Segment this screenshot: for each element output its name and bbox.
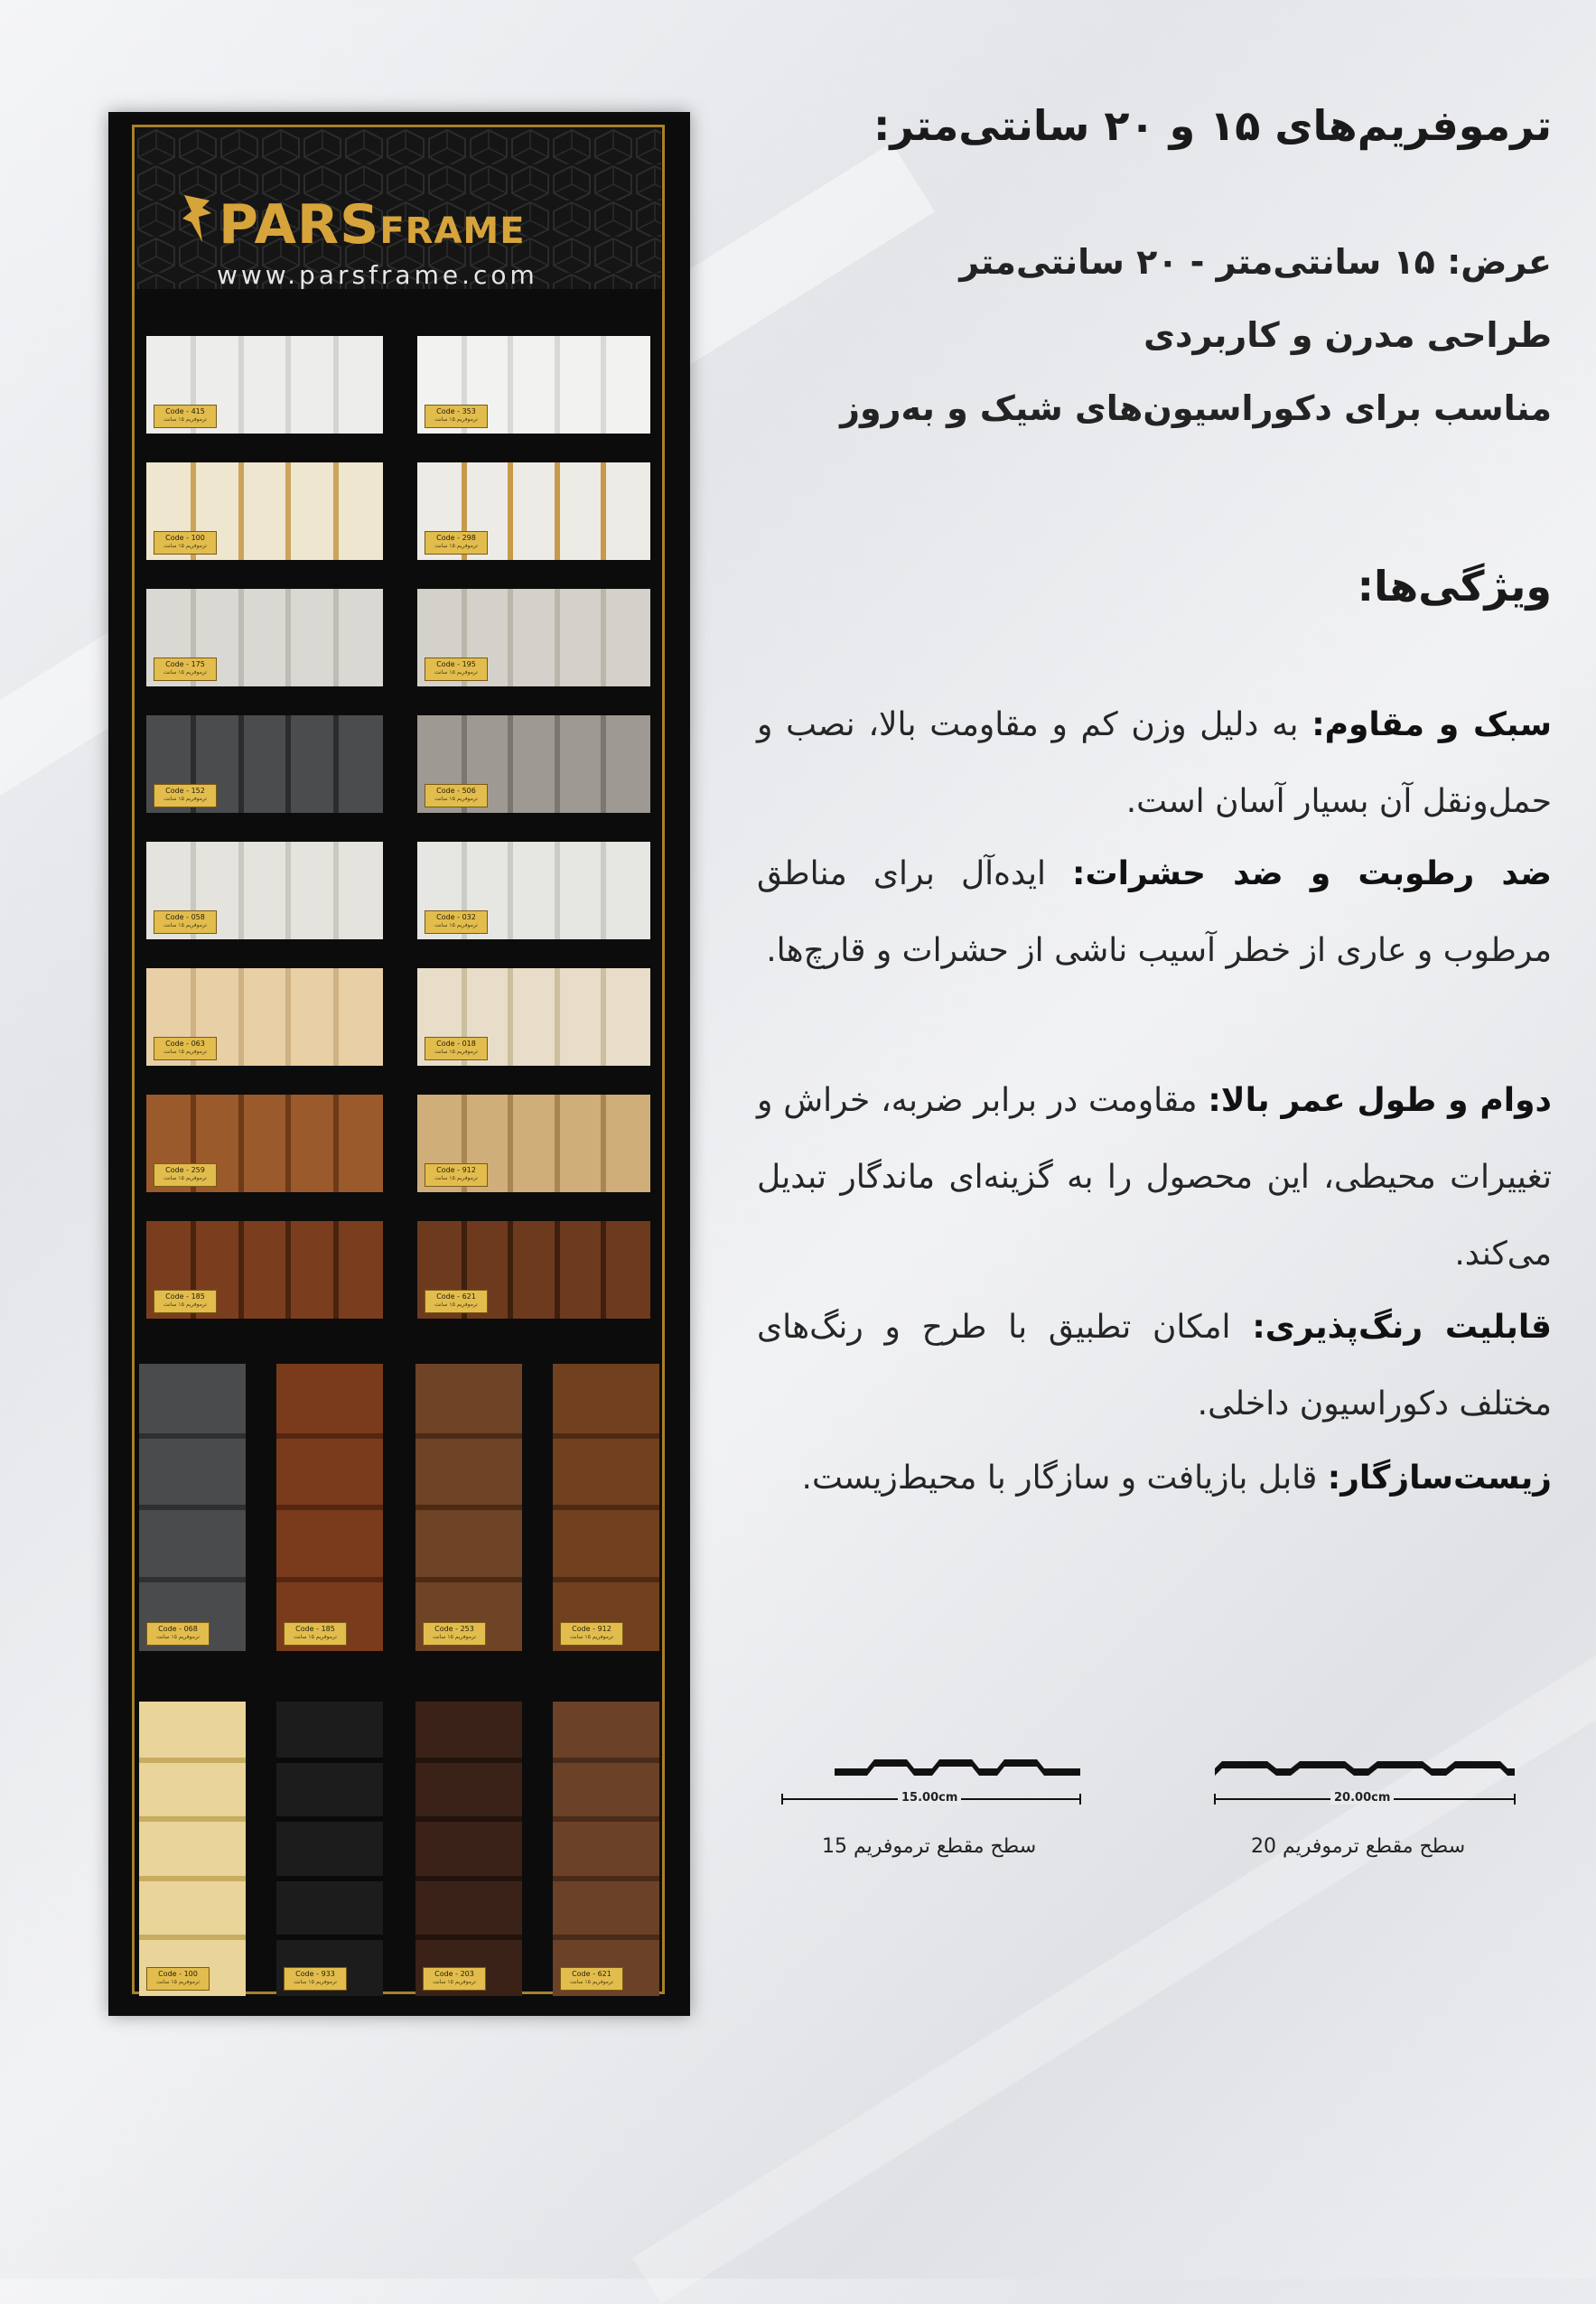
feature-heading: دوام و طول عمر بالا: xyxy=(1208,1082,1552,1119)
logo-pars: PARS xyxy=(219,193,380,257)
panel-texture xyxy=(139,1702,246,1996)
code-tag-subtitle: ترموفریم ۱۵ سانت xyxy=(156,1634,200,1640)
spec-usage: مناسب برای دکوراسیون‌های شیک و به‌روز xyxy=(840,388,1552,428)
code-tag-subtitle: ترموفریم ۱۵ سانت xyxy=(433,1979,476,1985)
feature-text: مقاومت در برابر ضربه، خراش و تغییرات محیطی، این محصول را به گزینه‌ای ماندگار تبدیل می‌کند. xyxy=(757,1082,1552,1273)
code-tag-subtitle: ترموفریم ۱۵ سانت xyxy=(163,543,207,549)
sample-panel xyxy=(146,336,383,434)
sample-panel xyxy=(276,1364,383,1651)
feature-heading: سبک و مقاوم: xyxy=(1311,706,1553,743)
feature-text: امکان تطبیق با طرح و رنگ‌های مختلف دکوراسیون داخلی. xyxy=(757,1309,1552,1423)
feature-heading: قابلیت رنگ‌پذیری: xyxy=(1252,1309,1553,1346)
sample-panel xyxy=(146,1095,383,1192)
sample-panel xyxy=(417,589,650,686)
code-tag: Code - 933 ترموفریم ۱۵ سانت xyxy=(284,1967,347,1991)
profile-diagram-15 xyxy=(780,1750,1087,1858)
sample-panel xyxy=(417,842,650,939)
code-tag-subtitle: ترموفریم ۱۵ سانت xyxy=(163,796,207,802)
brand-website: www.parsframe.com xyxy=(217,260,538,289)
panel-texture xyxy=(415,1702,522,1996)
feature-item xyxy=(757,1062,1552,1292)
code-tag-subtitle: ترموفریم ۱۵ سانت xyxy=(434,796,478,802)
code-tag-subtitle: ترموفریم ۱۵ سانت xyxy=(570,1634,613,1640)
sample-panel xyxy=(146,1221,383,1319)
features-heading: ویژگی‌ها: xyxy=(1357,562,1552,611)
sample-panel xyxy=(146,715,383,813)
code-tag-subtitle: ترموفریم ۱۵ سانت xyxy=(163,1049,207,1055)
code-tag: Code - 100 ترموفریم ۱۵ سانت xyxy=(146,1967,210,1991)
sample-panel xyxy=(146,462,383,560)
code-tag: Code - 063 ترموفریم ۱۵ سانت xyxy=(154,1037,217,1060)
code-tag-subtitle: ترموفریم ۱۵ سانت xyxy=(434,1049,478,1055)
code-tag-subtitle: ترموفریم ۱۵ سانت xyxy=(434,1175,478,1181)
feature-heading: ضد رطوبت و ضد حشرات: xyxy=(1072,855,1552,892)
code-tag: Code - 298 ترموفریم ۱۵ سانت xyxy=(425,531,488,555)
logo-frame: FRAME xyxy=(379,210,526,252)
code-tag: Code - 621 ترموفریم ۱۵ سانت xyxy=(560,1967,623,1991)
sample-panel xyxy=(276,1702,383,1996)
code-tag-subtitle: ترموفریم ۱۵ سانت xyxy=(163,416,207,423)
sample-panel xyxy=(415,1364,522,1651)
profile-20-caption: سطح مقطع ترموفریم 20 xyxy=(1251,1835,1466,1858)
panel-texture xyxy=(276,1364,383,1651)
code-tag-subtitle: ترموفریم ۱۵ سانت xyxy=(294,1979,337,1985)
code-tag: Code - 415 ترموفریم ۱۵ سانت xyxy=(154,405,217,428)
profile-20-dimension: 20.00cm xyxy=(1330,1791,1394,1805)
code-tag: Code - 175 ترموفریم ۱۵ سانت xyxy=(154,658,217,681)
code-tag: Code - 353 ترموفریم ۱۵ سانت xyxy=(425,405,488,428)
sample-panel xyxy=(417,968,650,1066)
panel-texture xyxy=(139,1364,246,1651)
profile-15-caption: سطح مقطع ترموفریم 15 xyxy=(822,1835,1037,1858)
feature-text: ایده‌آل برای مناطق مرطوب و عاری از خطر آسیب ناشی از حشرات و قارچ‌ها. xyxy=(757,855,1552,969)
feature-text: به دلیل وزن کم و مقاومت بالا، نصب و حمل‌ونقل آن بسیار آسان است. xyxy=(757,706,1552,820)
code-tag: Code - 912 ترموفریم ۱۵ سانت xyxy=(425,1163,488,1187)
sample-panel xyxy=(139,1364,246,1651)
code-tag: Code - 253 ترموفریم ۱۵ سانت xyxy=(423,1622,486,1646)
code-tag-subtitle: ترموفریم ۱۵ سانت xyxy=(156,1979,200,1985)
spec-width: عرض: ۱۵ سانتی‌متر - ۲۰ سانتی‌متر xyxy=(959,242,1552,282)
feature-item xyxy=(757,686,1552,840)
product-display-board xyxy=(108,112,690,2016)
code-tag-subtitle: ترموفریم ۱۵ سانت xyxy=(434,416,478,423)
page-title: ترموفریم‌های ۱۵ و ۲۰ سانتی‌متر: xyxy=(873,101,1552,150)
sample-panel xyxy=(417,1095,650,1192)
code-tag-subtitle: ترموفریم ۱۵ سانت xyxy=(163,669,207,676)
feature-item xyxy=(757,1440,1552,1516)
code-tag: Code - 185 ترموفریم ۱۵ سانت xyxy=(154,1290,217,1313)
code-tag: Code - 058 ترموفریم ۱۵ سانت xyxy=(154,910,217,934)
code-tag: Code - 195 ترموفریم ۱۵ سانت xyxy=(425,658,488,681)
sample-panel xyxy=(415,1702,522,1996)
sample-panel xyxy=(146,589,383,686)
profile-diagram-20 xyxy=(1213,1750,1520,1858)
sample-panel xyxy=(553,1702,659,1996)
code-tag: Code - 100 ترموفریم ۱۵ سانت xyxy=(154,531,217,555)
sample-panel xyxy=(146,842,383,939)
code-tag-subtitle: ترموفریم ۱۵ سانت xyxy=(434,922,478,928)
sample-panel xyxy=(139,1702,246,1996)
sample-panel xyxy=(146,968,383,1066)
code-tag-subtitle: ترموفریم ۱۵ سانت xyxy=(163,1301,207,1308)
code-tag: Code - 152 ترموفریم ۱۵ سانت xyxy=(154,784,217,807)
profile-15-dimension: 15.00cm xyxy=(898,1791,961,1805)
code-tag: Code - 203 ترموفریم ۱۵ سانت xyxy=(423,1967,486,1991)
code-tag-subtitle: ترموفریم ۱۵ سانت xyxy=(570,1979,613,1985)
sample-panel xyxy=(417,715,650,813)
background-streak xyxy=(632,1588,1596,2304)
code-tag-subtitle: ترموفریم ۱۵ سانت xyxy=(294,1634,337,1640)
code-tag: Code - 068 ترموفریم ۱۵ سانت xyxy=(146,1622,210,1646)
code-tag-subtitle: ترموفریم ۱۵ سانت xyxy=(163,1175,207,1181)
sample-panel xyxy=(417,462,650,560)
feature-text: قابل بازیافت و سازگار با محیط‌زیست. xyxy=(801,1460,1328,1497)
feature-item xyxy=(757,835,1552,989)
code-tag: Code - 259 ترموفریم ۱۵ سانت xyxy=(154,1163,217,1187)
sample-panel xyxy=(553,1364,659,1651)
code-tag: Code - 018 ترموفریم ۱۵ سانت xyxy=(425,1037,488,1060)
panel-texture xyxy=(553,1702,659,1996)
sample-panel xyxy=(417,336,650,434)
panel-texture xyxy=(276,1702,383,1996)
code-tag: Code - 506 ترموفریم ۱۵ سانت xyxy=(425,784,488,807)
spec-design: طراحی مدرن و کاربردی xyxy=(1143,315,1552,355)
code-tag-subtitle: ترموفریم ۱۵ سانت xyxy=(433,1634,476,1640)
code-tag: Code - 912 ترموفریم ۱۵ سانت xyxy=(560,1622,623,1646)
code-tag-subtitle: ترموفریم ۱۵ سانت xyxy=(434,543,478,549)
code-tag-subtitle: ترموفریم ۱۵ سانت xyxy=(434,1301,478,1308)
feature-item xyxy=(757,1289,1552,1442)
panel-texture xyxy=(553,1364,659,1651)
panel-texture xyxy=(415,1364,522,1651)
code-tag: Code - 185 ترموفریم ۱۵ سانت xyxy=(284,1622,347,1646)
code-tag-subtitle: ترموفریم ۱۵ سانت xyxy=(434,669,478,676)
code-tag-subtitle: ترموفریم ۱۵ سانت xyxy=(163,922,207,928)
code-tag: Code - 621 ترموفریم ۱۵ سانت xyxy=(425,1290,488,1313)
feature-heading: زیست‌سازگار: xyxy=(1327,1460,1552,1497)
code-tag: Code - 032 ترموفریم ۱۵ سانت xyxy=(425,910,488,934)
sample-panel xyxy=(417,1221,650,1319)
